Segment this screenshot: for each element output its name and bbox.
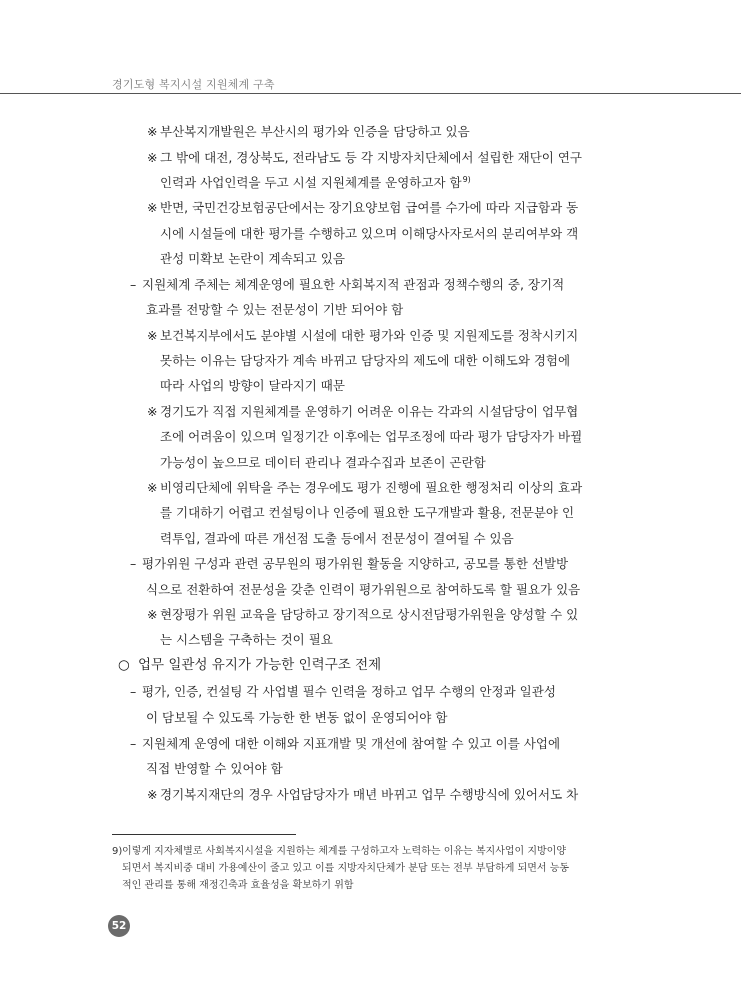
line-text: 는 시스템을 구축하는 것이 필요 <box>160 632 333 647</box>
page-number: 52 <box>108 915 130 937</box>
line-text: 조에 어려움이 있으며 일정기간 이후에는 업무조정에 따라 평가 담당자가 바뀔 <box>160 429 583 444</box>
line-text: 관성 미확보 논란이 계속되고 있음 <box>160 251 345 266</box>
note-mark: ※ <box>147 150 158 165</box>
text-line <box>147 149 582 166</box>
footnote-rule <box>112 834 296 835</box>
note-mark: ※ <box>147 404 158 419</box>
note-mark: ※ <box>147 124 158 139</box>
line-text: 가능성이 높으므로 데이터 관리나 결과수집과 보존이 곤란함 <box>160 455 486 470</box>
text-line <box>147 479 582 496</box>
text-line <box>146 709 447 726</box>
text-line <box>130 735 560 752</box>
line-text: 경기복지재단의 경우 사업담당자가 매년 바뀌고 업무 수행방식에 있어서도 차 <box>160 787 579 802</box>
text-line <box>130 555 568 572</box>
text-line <box>147 403 578 420</box>
footnote-text: 적인 관리를 통해 재정긴축과 효율성을 확보하기 위함 <box>122 880 354 891</box>
text-line <box>160 377 345 394</box>
footnote-line <box>122 862 569 875</box>
line-text: 직접 반영할 수 있어야 함 <box>146 761 283 776</box>
text-line <box>147 327 578 344</box>
text-line <box>160 631 333 648</box>
line-text: 보건복지부에서도 분야별 시설에 대한 평가와 인증 및 지원제도를 정착시키지 <box>160 328 579 343</box>
dash-bullet: – <box>130 277 137 292</box>
text-line <box>160 352 570 369</box>
line-text: 인력과 사업인력을 두고 시설 지원체계를 운영하고자 함 <box>160 175 462 190</box>
line-text: 경기도가 직접 지원체계를 운영하기 어려운 이유는 각과의 시설담당이 업무협 <box>160 404 579 419</box>
note-mark: ※ <box>147 787 158 802</box>
text-line <box>118 657 381 674</box>
note-mark: ※ <box>147 200 158 215</box>
line-text: 따라 사업의 방향이 달라지기 때문 <box>160 378 345 393</box>
text-line <box>146 581 580 598</box>
line-text: 현장평가 위원 교육을 담당하고 장기적으로 상시전담평가위원을 양성할 수 있 <box>160 607 579 622</box>
line-text: 력투입, 결과에 따른 개선점 도출 등에서 전문성이 결여될 수 있음 <box>160 531 514 546</box>
line-text: 못하는 이유는 담당자가 계속 바뀌고 담당자의 제도에 대한 이해도와 경험에 <box>160 353 571 368</box>
footnote-text: 되면서 복지비중 대비 가용예산이 줄고 있고 이를 지방자치단체가 분담 또는 전부 부담하게 되면서 능동 <box>122 863 570 874</box>
text-line <box>147 786 578 803</box>
text-line <box>160 174 471 193</box>
line-text: 를 기대하기 어렵고 컨설팅이나 인증에 필요한 도구개발과 활용, 전문분야 인 <box>160 505 575 520</box>
footnote-number: 9) <box>112 846 123 857</box>
line-text: 그 밖에 대전, 경상북도, 전라남도 등 각 지방자치단체에서 설립한 재단이 연구 <box>160 150 583 165</box>
text-line <box>160 250 345 267</box>
note-mark: ※ <box>147 607 158 622</box>
line-text: 지원체계 운영에 대한 이해와 지표개발 및 개선에 참여할 수 있고 이를 사업에 <box>142 736 561 751</box>
text-line <box>160 530 514 547</box>
dash-bullet: – <box>130 736 137 751</box>
text-line <box>160 454 486 471</box>
text-line <box>147 606 578 623</box>
text-line <box>147 123 470 140</box>
footnote-text: 이렇게 지자체별로 사회복지시설을 지원하는 체계를 구성하고자 노력하는 이유는 복지사업이 지방이양 <box>122 846 566 857</box>
text-line <box>160 428 582 445</box>
running-header: 경기도형 복지시설 지원체계 구축 <box>112 78 275 91</box>
text-line <box>160 225 578 242</box>
line-text: 시에 시설들에 대한 평가를 수행하고 있으며 이해당사자로서의 분리여부와 객 <box>160 226 579 241</box>
footnote-line <box>112 845 566 858</box>
text-line <box>130 276 564 293</box>
line-text: 식으로 전환하여 전문성을 갖춘 인력이 평가위원으로 참여하도록 할 필요가 있음 <box>146 582 581 597</box>
line-text: 평가, 인증, 컨설팅 각 사업별 필수 인력을 정하고 업무 수행의 안정과 일관성 <box>142 684 556 699</box>
line-text: 부산복지개발원은 부산시의 평가와 인증을 담당하고 있음 <box>160 124 470 139</box>
text-line <box>147 199 578 216</box>
footnote-reference[interactable]: 9) <box>462 175 471 184</box>
line-text: 지원체계 주체는 체계운영에 필요한 사회복지적 관점과 정책수행의 중, 장기적 <box>142 277 565 292</box>
line-text: 효과를 전망할 수 있는 전문성이 기반 되어야 함 <box>146 302 404 317</box>
line-text: 반면, 국민건강보험공단에서는 장기요양보험 급여를 수가에 따라 지급함과 동 <box>160 200 579 215</box>
line-text: 비영리단체에 위탁을 주는 경우에도 평가 진행에 필요한 행정처리 이상의 효과 <box>160 480 583 495</box>
note-mark: ※ <box>147 480 158 495</box>
text-line <box>130 683 556 700</box>
line-text: 업무 일관성 유지가 가능한 인력구조 전제 <box>138 657 382 673</box>
footnote-line <box>122 879 354 892</box>
text-line <box>146 301 403 318</box>
header-rule <box>0 93 741 94</box>
dash-bullet: – <box>130 684 137 699</box>
line-text: 평가위원 구성과 관련 공무원의 평가위원 활동을 지양하고, 공모를 통한 선발방 <box>142 556 569 571</box>
text-line <box>146 760 283 777</box>
text-line <box>160 504 574 521</box>
circle-bullet-icon: ○ <box>118 657 130 673</box>
line-text: 이 담보될 수 있도록 가능한 한 변동 없이 운영되어야 함 <box>146 710 448 725</box>
note-mark: ※ <box>147 328 158 343</box>
dash-bullet: – <box>130 556 137 571</box>
